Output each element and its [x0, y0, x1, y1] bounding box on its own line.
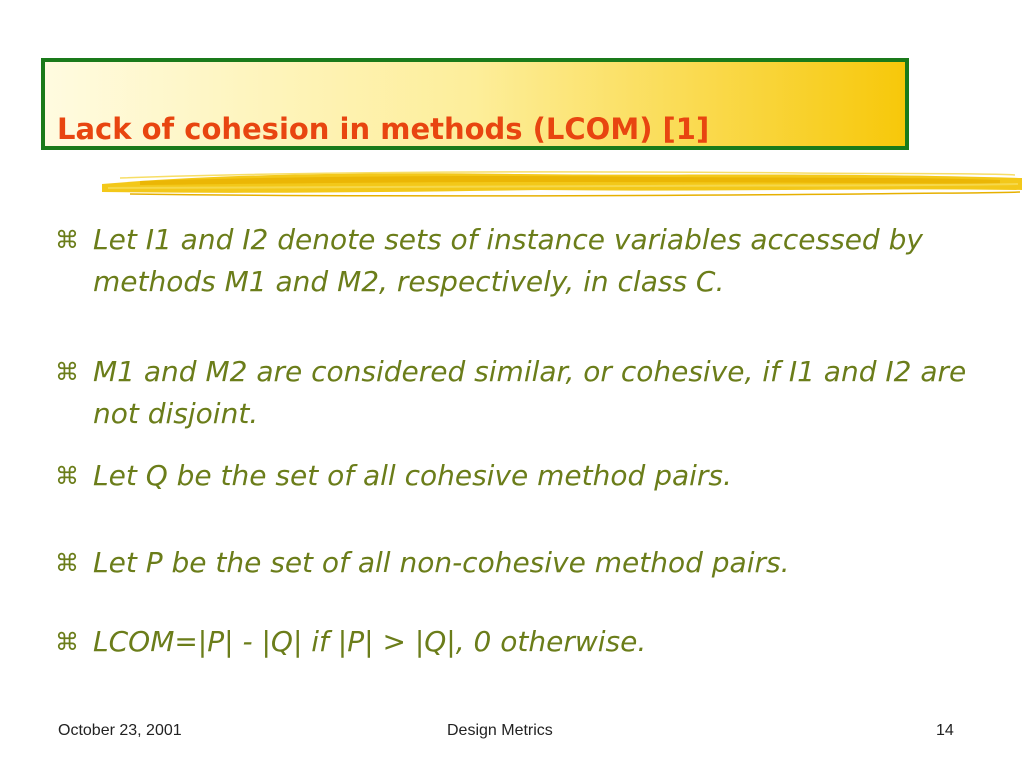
bullet-item-4	[55, 542, 975, 584]
command-symbol-icon: ⌘	[55, 628, 79, 656]
bullet-item-5	[55, 621, 975, 663]
bullet-text: Let Q be the set of all cohesive method pairs.	[93, 459, 732, 492]
slide-title: Lack of cohesion in methods (LCOM) [1]	[57, 112, 710, 146]
footer-page-number: 14	[936, 722, 954, 739]
command-symbol-icon: ⌘	[55, 226, 79, 254]
brush-stroke-divider	[100, 160, 1024, 210]
command-symbol-icon: ⌘	[55, 549, 79, 577]
bullet-item-2	[55, 351, 975, 435]
footer-date: October 23, 2001	[58, 722, 182, 739]
bullet-item-3	[55, 455, 975, 497]
bullet-item-1	[55, 219, 975, 303]
bullet-text: Let P be the set of all non-cohesive method pairs.	[93, 546, 790, 579]
command-symbol-icon: ⌘	[55, 462, 79, 490]
command-symbol-icon: ⌘	[55, 358, 79, 386]
footer-title: Design Metrics	[447, 722, 553, 739]
bullet-text: Let I1 and I2 denote sets of instance variables accessed by methods M1 and M2, respectively, in class C.	[93, 223, 923, 298]
bullet-text: LCOM=|P| - |Q| if |P| > |Q|, 0 otherwise.	[93, 625, 647, 658]
title-box	[41, 58, 909, 150]
bullet-text: M1 and M2 are considered similar, or cohesive, if I1 and I2 are not disjoint.	[93, 355, 967, 430]
